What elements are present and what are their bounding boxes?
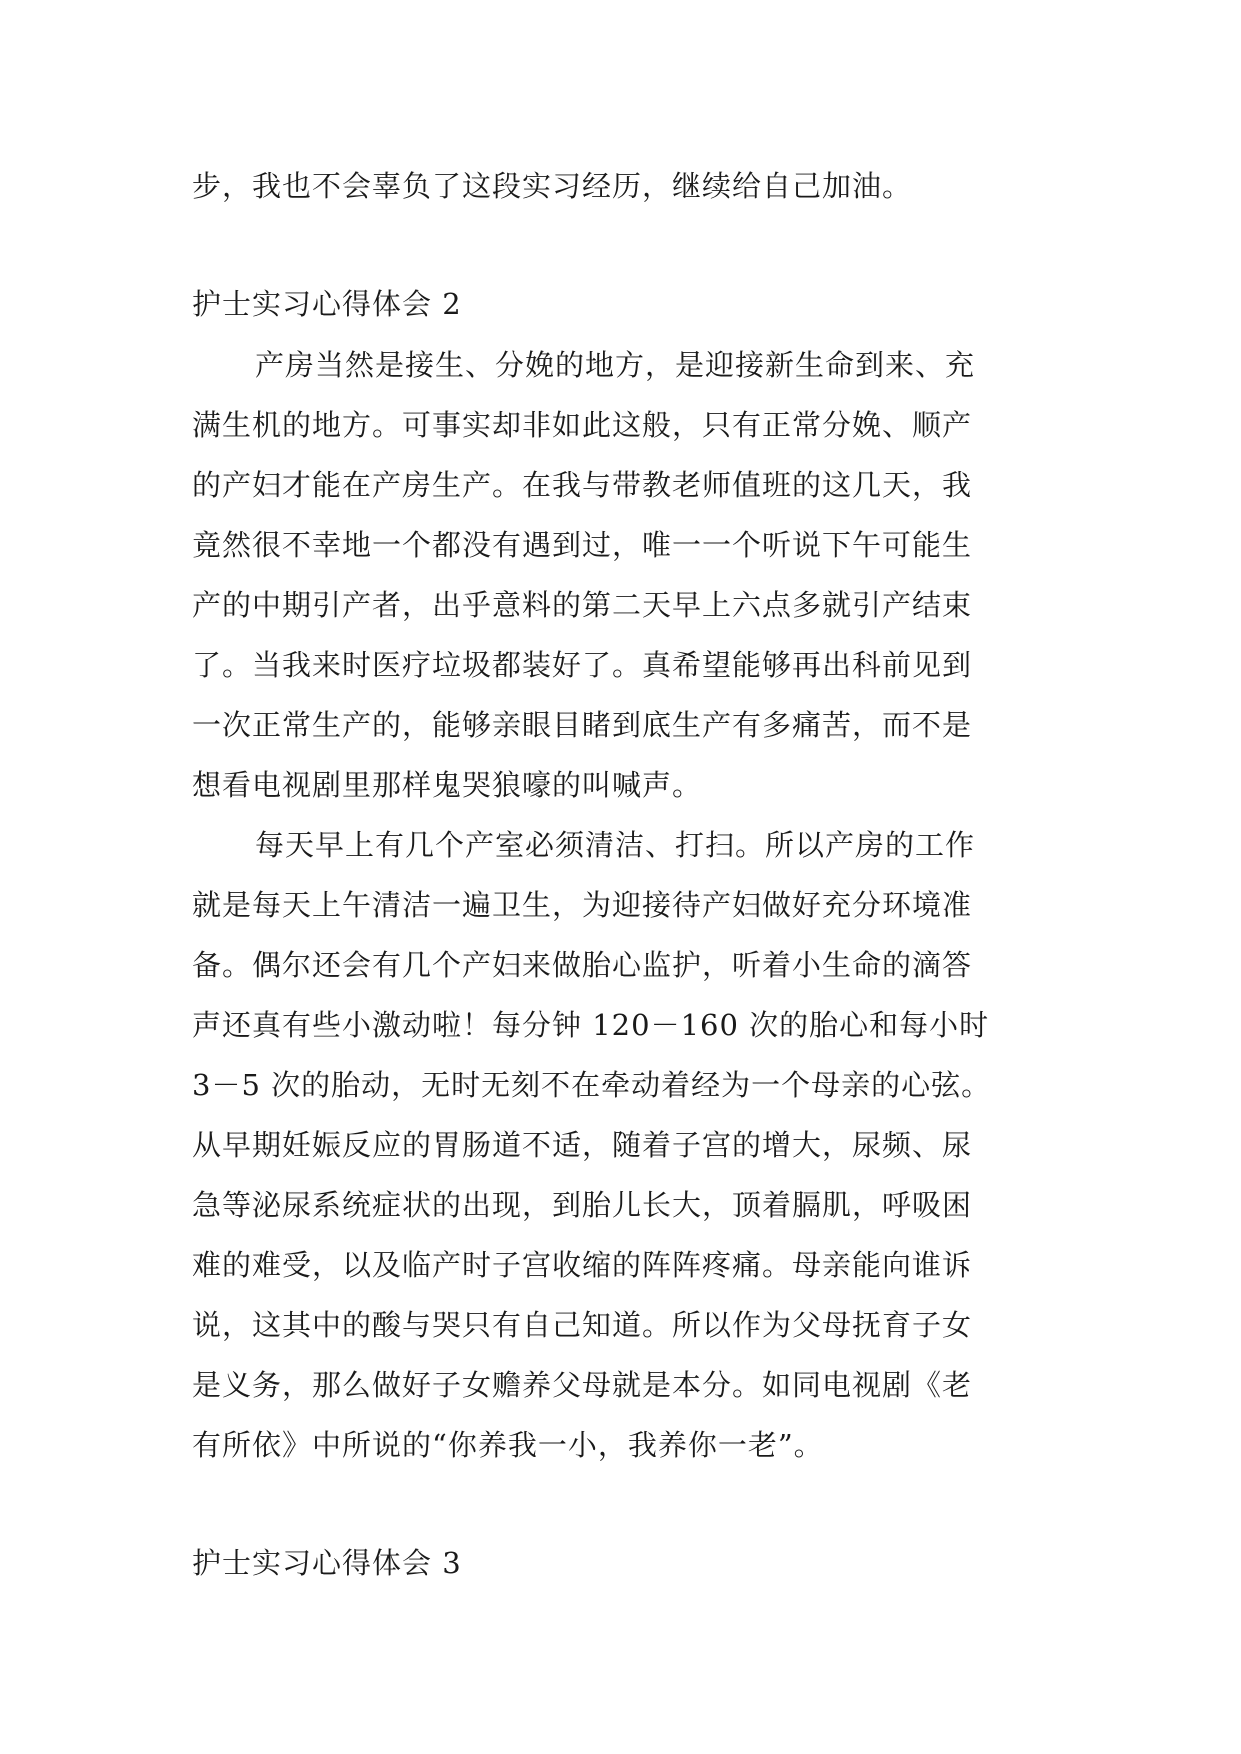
paragraph-line: 是义务，那么做好子女赡养父母就是本分。如同电视剧《老 bbox=[192, 1368, 973, 1402]
section-heading: 护士实习心得体会 3 bbox=[192, 1546, 462, 1580]
paragraph-line: 难的难受，以及临产时子宫收缩的阵阵疼痛。母亲能向谁诉 bbox=[192, 1248, 973, 1282]
paragraph-line: 产房当然是接生、分娩的地方，是迎接新生命到来、充 bbox=[255, 348, 976, 382]
paragraph-line: 从早期妊娠反应的胃肠道不适，随着子宫的增大，尿频、尿 bbox=[192, 1128, 973, 1162]
paragraph-line: 3－5 次的胎动，无时无刻不在牵动着经为一个母亲的心弦。 bbox=[192, 1068, 992, 1102]
paragraph-line: 产的中期引产者，出乎意料的第二天早上六点多就引产结束 bbox=[192, 588, 973, 622]
section-heading: 护士实习心得体会 2 bbox=[192, 287, 462, 321]
paragraph-line: 每天早上有几个产室必须清洁、打扫。所以产房的工作 bbox=[255, 828, 976, 862]
paragraph-line: 满生机的地方。可事实却非如此这般，只有正常分娩、顺产 bbox=[192, 408, 973, 442]
intro-line: 步，我也不会辜负了这段实习经历，继续给自己加油。 bbox=[192, 169, 913, 203]
paragraph-line: 一次正常生产的，能够亲眼目睹到底生产有多痛苦，而不是 bbox=[192, 708, 973, 742]
paragraph-line: 了。当我来时医疗垃圾都装好了。真希望能够再出科前见到 bbox=[192, 648, 973, 682]
paragraph-line: 有所依》中所说的“你养我一小，我养你一老”。 bbox=[192, 1428, 824, 1462]
paragraph-line: 声还真有些小激动啦！每分钟 120－160 次的胎心和每小时 bbox=[192, 1008, 990, 1042]
paragraph-line: 说，这其中的酸与哭只有自己知道。所以作为父母抚育子女 bbox=[192, 1308, 973, 1342]
paragraph-line: 就是每天上午清洁一遍卫生，为迎接待产妇做好充分环境准 bbox=[192, 888, 973, 922]
paragraph-line: 急等泌尿系统症状的出现，到胎儿长大，顶着膈肌，呼吸困 bbox=[192, 1188, 973, 1222]
paragraph-line: 备。偶尔还会有几个产妇来做胎心监护，听着小生命的滴答 bbox=[192, 948, 973, 982]
paragraph-line: 想看电视剧里那样鬼哭狼嚎的叫喊声。 bbox=[192, 768, 703, 802]
paragraph-line: 的产妇才能在产房生产。在我与带教老师值班的这几天，我 bbox=[192, 468, 973, 502]
paragraph-line: 竟然很不幸地一个都没有遇到过，唯一一个听说下午可能生 bbox=[192, 528, 973, 562]
